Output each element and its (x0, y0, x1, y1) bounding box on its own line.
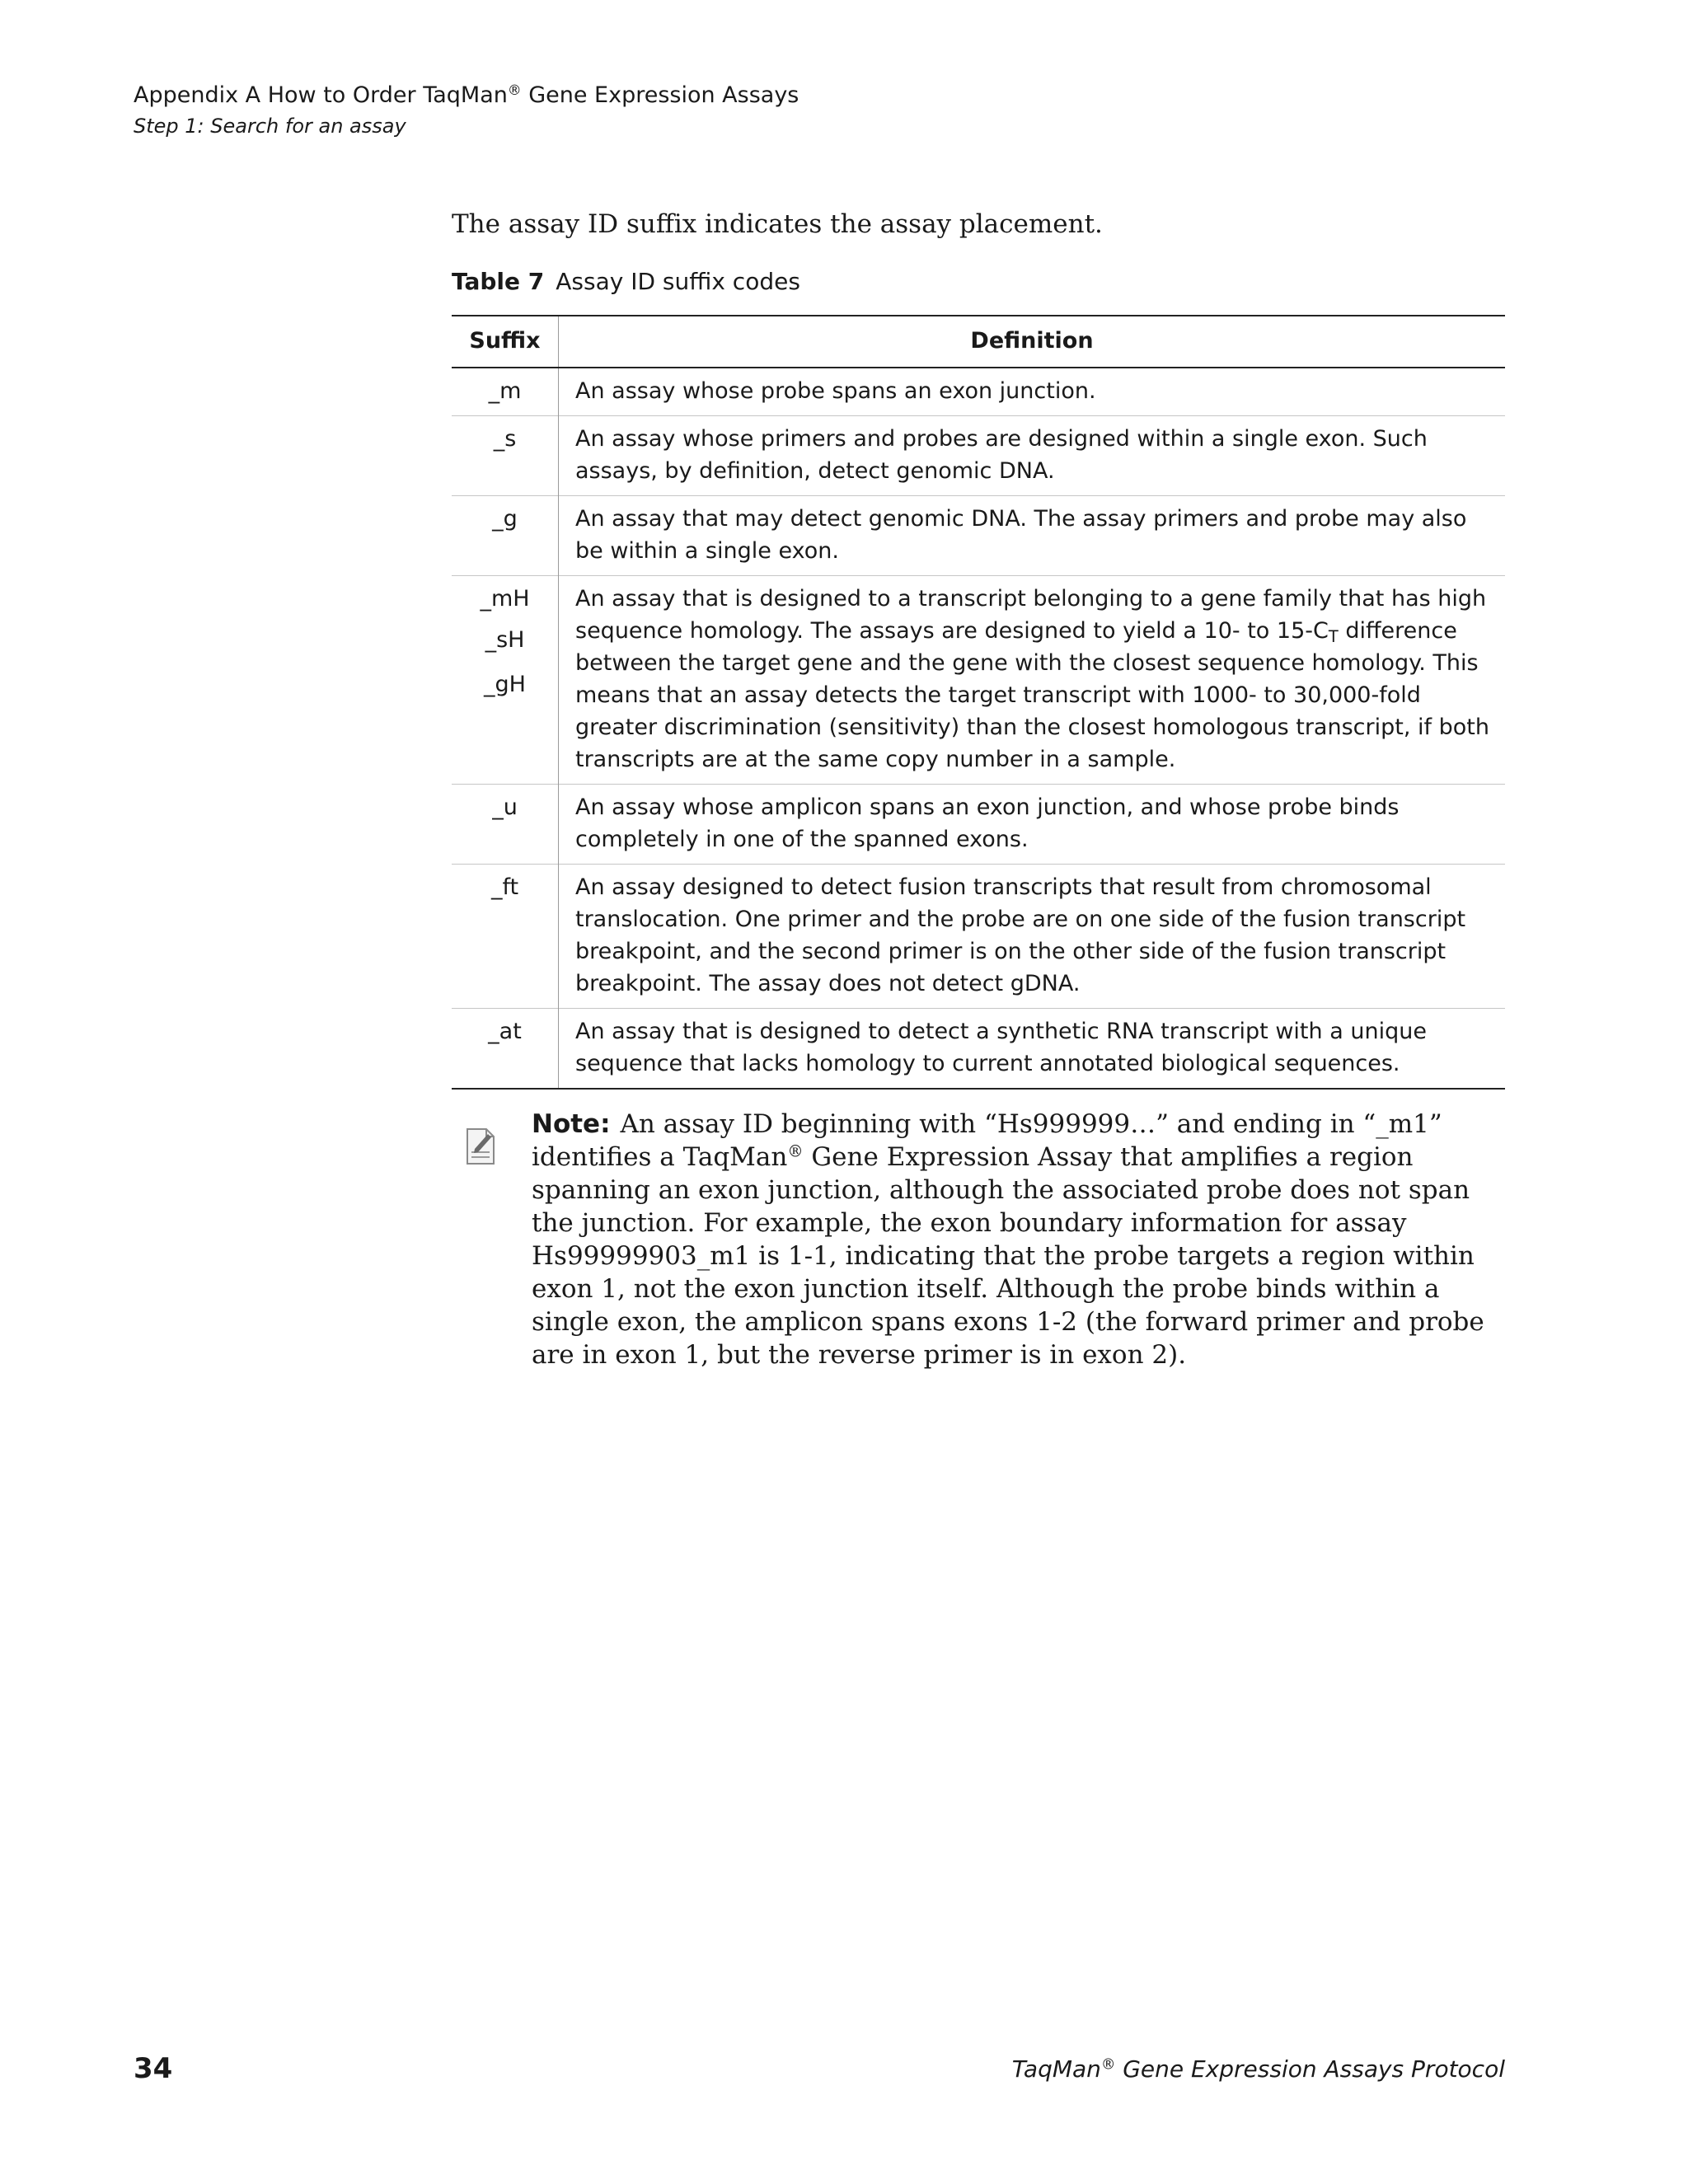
header-suffix: Suffix (452, 316, 559, 368)
table-row (452, 785, 1505, 865)
suffix-cell: _s (452, 416, 559, 496)
suffix-cell: _u (452, 785, 559, 865)
running-head (134, 79, 799, 140)
section-title: Step 1: Search for an assay (134, 115, 406, 138)
suffix-cell: _at (452, 1009, 559, 1090)
suffix-mh: _mH (480, 586, 530, 612)
note-icon (465, 1127, 496, 1165)
table-header-row (452, 316, 1505, 368)
suffix-gh: _gH (484, 672, 526, 697)
chapter-title: Appendix A How to Order TaqMan® Gene Expression Assays (134, 81, 799, 108)
table-number: Table 7 (452, 268, 545, 295)
suffix-cell: _m (452, 368, 559, 416)
definition-cell: An assay whose primers and probes are designed within a single exon. Such assays, by definition, detect genomic DNA. (559, 416, 1506, 496)
table-row (452, 865, 1505, 1009)
suffix-sh: _sH (485, 627, 525, 653)
footer-title: TaqMan® Gene Expression Assays Protocol (1011, 2055, 1505, 2083)
definition-cell: An assay whose probe spans an exon junction. (575, 378, 1096, 404)
definition-cell: An assay that may detect genomic DNA. The assay primers and probe may also be within a single exon. (559, 496, 1506, 576)
suffix-cell: _g (452, 496, 559, 576)
table-row (452, 416, 1505, 496)
definition-cell: An assay that is designed to a transcript belonging to a gene family that has high sequence homology. The assays are designed to yield a 10- to $15-C_T$ difference between the target gene and the gene with the closest sequence homology. This means that an assay detects the target transcript with 1000- to 30,000-fold greater discrimination (sensitivity) than the closest homologous transcript, if both transcripts are at the same copy number in a sample. (559, 576, 1506, 785)
table-row (452, 368, 1505, 416)
definition-cell: An assay whose amplicon spans an exon junction, and whose probe binds completely in one of the spanned exons. (559, 785, 1506, 865)
table-row (452, 496, 1505, 576)
definition-cell: An assay that is designed to detect a synthetic RNA transcript with a unique sequence that lacks homology to current annotated biological sequences. (559, 1009, 1506, 1090)
page-content (452, 206, 1505, 1371)
header-definition: Definition (559, 316, 1506, 368)
table-title: Assay ID suffix codes (556, 268, 800, 295)
note-block (452, 1108, 1505, 1371)
suffix-cell: _ft (452, 865, 559, 1009)
table-row (452, 576, 1505, 785)
definition-cell: An assay designed to detect fusion transcripts that result from chromosomal translocation. One primer and the probe are on one side of the fusion transcript breakpoint, and the second primer is on the other side of the fusion transcript breakpoint. The assay does not detect gDNA. (559, 865, 1506, 1009)
page-number: 34 (134, 2052, 173, 2085)
table-caption (452, 265, 1505, 298)
suffix-cell (452, 576, 559, 785)
intro-paragraph: The assay ID suffix indicates the assay placement. (452, 209, 1103, 239)
note-label: Note: (532, 1109, 611, 1139)
note-text: Note: An assay ID beginning with “Hs999999…” and ending in “_m1” identifies a TaqMan® Gene Expression Assay that amplifies a region spanning an exon junction, although the associated probe does not span the junction. For example, the exon boundary information for assay Hs99999903_m1 is 1-1, indicating that the probe targets a region within exon 1, not the exon junction itself. Although the probe binds within a single exon, the amplicon spans exons 1-2 (the forward primer and probe are in exon 1, but the reverse primer is in exon 2). (532, 1109, 1484, 1370)
suffix-codes-table (452, 315, 1505, 1090)
table-row (452, 1009, 1505, 1090)
